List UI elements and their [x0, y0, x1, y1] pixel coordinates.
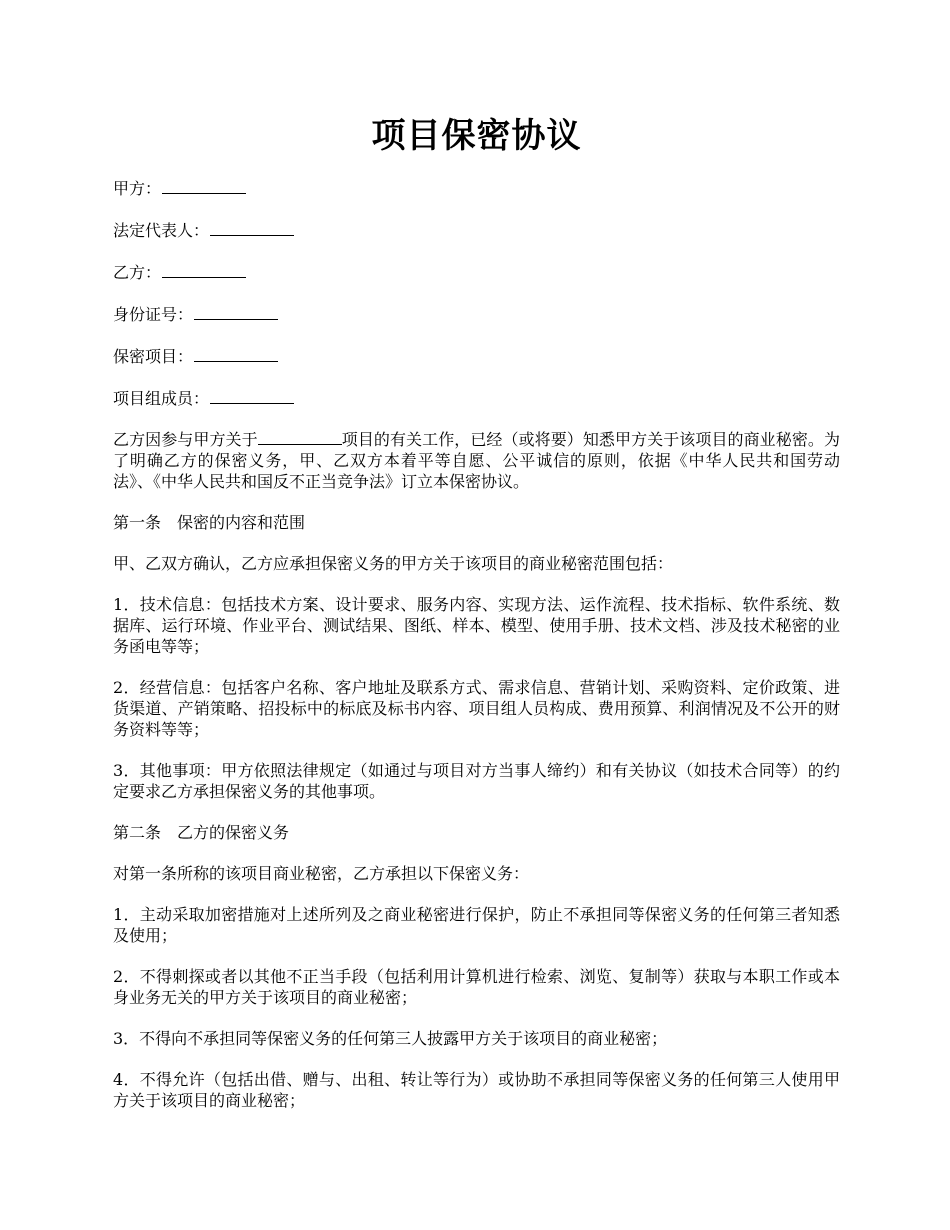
article-1-lead: 甲、乙双方确认，乙方应承担保密义务的甲方关于该项目的商业秘密范围包括： [113, 554, 674, 573]
article-2-heading: 第二条 乙方的保密义务 [113, 823, 290, 842]
party-a-field [113, 177, 840, 200]
document-page [113, 112, 840, 1131]
document-title: 项目保密协议 [371, 116, 582, 156]
id-number-blank [194, 303, 278, 320]
article-2-item: 4．不得允许（包括出借、赠与、出租、转让等行为）或协助不承担同等保密义务的任何第三人使用甲方关于该项目的商业秘密； [113, 1070, 840, 1110]
id-number-label: 身份证号： [113, 305, 194, 324]
intro-text-before: 乙方因参与甲方关于 [113, 430, 258, 449]
id-number-field [113, 303, 840, 326]
legal-rep-field [113, 219, 840, 242]
article-2-item: 2．不得刺探或者以其他不正当手段（包括利用计算机进行检索、浏览、复制等）获取与本职工作或本身业务无关的甲方关于该项目的商业秘密； [113, 967, 840, 1007]
project-field [113, 345, 840, 368]
article-1-heading: 第一条 保密的内容和范围 [113, 513, 306, 532]
party-b-blank [162, 261, 246, 278]
article-1-item: 2．经营信息：包括客户名称、客户地址及联系方式、需求信息、营销计划、采购资料、定价政策、进货渠道、产销策略、招投标中的标底及标书内容、项目组人员构成、费用预算、利润情况及不公开的财务资料等等； [113, 678, 840, 739]
article-1-item: 1．技术信息：包括技术方案、设计要求、服务内容、实现方法、运作流程、技术指标、软件系统、数据库、运行环境、作业平台、测试结果、图纸、样本、模型、使用手册、技术文档、涉及技术秘密的业务函电等等； [113, 595, 840, 656]
members-label: 项目组成员： [113, 389, 210, 408]
project-blank [194, 345, 278, 362]
party-b-field [113, 261, 840, 284]
legal-rep-label: 法定代表人： [113, 221, 210, 240]
intro-paragraph [113, 429, 840, 492]
project-label: 保密项目： [113, 347, 194, 366]
party-a-label: 甲方： [113, 179, 162, 198]
party-b-label: 乙方： [113, 263, 162, 282]
article-2-lead: 对第一条所称的该项目商业秘密，乙方承担以下保密义务： [113, 864, 530, 883]
article-2-item: 3．不得向不承担同等保密义务的任何第三人披露甲方关于该项目的商业秘密； [113, 1029, 668, 1048]
legal-rep-blank [210, 219, 294, 236]
intro-text-after: 项目的有关工作，已经（或将要）知悉甲方关于该项目的商业秘密。为了明确乙方的保密义务，甲、乙双方本着平等自愿、公平诚信的原则，依据《中华人民共和国劳动法》、《中华人民共和国反不正当竞争法》订立本保密协议。 [113, 430, 840, 491]
intro-project-blank [258, 429, 342, 445]
party-a-blank [162, 177, 246, 194]
members-blank [210, 387, 294, 404]
article-1-item: 3．其他事项：甲方依照法律规定（如通过与项目对方当事人缔约）和有关协议（如技术合同等）的约定要求乙方承担保密义务的其他事项。 [113, 761, 840, 801]
article-2-item: 1．主动采取加密措施对上述所列及之商业秘密进行保护，防止不承担同等保密义务的任何第三者知悉及使用； [113, 905, 840, 945]
members-field [113, 387, 840, 410]
